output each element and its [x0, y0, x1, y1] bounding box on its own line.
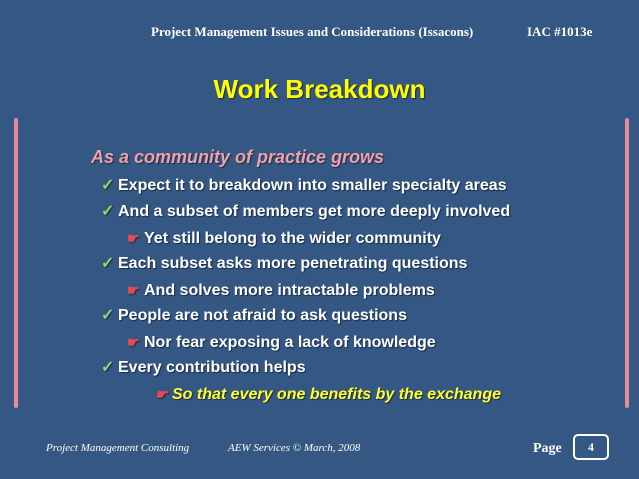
pointing-hand-icon: ☛: [127, 282, 140, 298]
bullet-text: And solves more intractable problems: [144, 282, 435, 299]
bullet-text: Yet still belong to the wider community: [144, 230, 441, 247]
bullet-text: Nor fear exposing a lack of knowledge: [144, 334, 436, 351]
bullet-5: [101, 358, 306, 378]
bullet-text: So that every one benefits by the exchange: [172, 386, 501, 403]
check-icon: ✓: [101, 177, 115, 194]
footer-copyright: AEW Services © March, 2008: [228, 442, 361, 454]
slide-heading: As a community of practice grows: [91, 147, 385, 167]
header-title: Project Management Issues and Considerations (Issacons): [151, 24, 474, 39]
header-id: IAC #1013e: [527, 24, 593, 39]
pointing-hand-icon: ☛: [155, 386, 168, 402]
pointing-hand-icon: ☛: [127, 230, 140, 246]
sub-bullet-1: [127, 228, 441, 249]
bullet-4: [101, 306, 407, 326]
bullet-1: [101, 176, 507, 196]
page-number-box: [573, 434, 609, 460]
slide-title: Work Breakdown: [213, 74, 426, 104]
pointing-hand-icon: ☛: [127, 334, 140, 350]
bullet-3: [101, 254, 467, 274]
bullet-text: Each subset asks more penetrating questions: [118, 255, 468, 272]
bullet-text: Every contribution helps: [118, 359, 306, 376]
page-number: 4: [588, 439, 594, 454]
footer-company: Project Management Consulting: [46, 442, 190, 454]
left-decorative-bar: [14, 118, 18, 408]
bullet-text: And a subset of members get more deeply involved: [118, 203, 511, 220]
check-icon: ✓: [101, 359, 115, 376]
bullet-text: Expect it to breakdown into smaller specialty areas: [118, 177, 507, 194]
sub-bullet-3: [127, 332, 436, 353]
page-label: Page: [533, 441, 562, 456]
bullet-text: People are not afraid to ask questions: [118, 307, 407, 324]
right-decorative-bar: [625, 118, 629, 408]
sub-bullet-2: [127, 280, 435, 301]
check-icon: ✓: [101, 307, 115, 324]
check-icon: ✓: [101, 203, 115, 220]
check-icon: ✓: [101, 255, 115, 272]
sub-bullet-final: [155, 384, 501, 405]
bullet-2: [101, 202, 510, 222]
